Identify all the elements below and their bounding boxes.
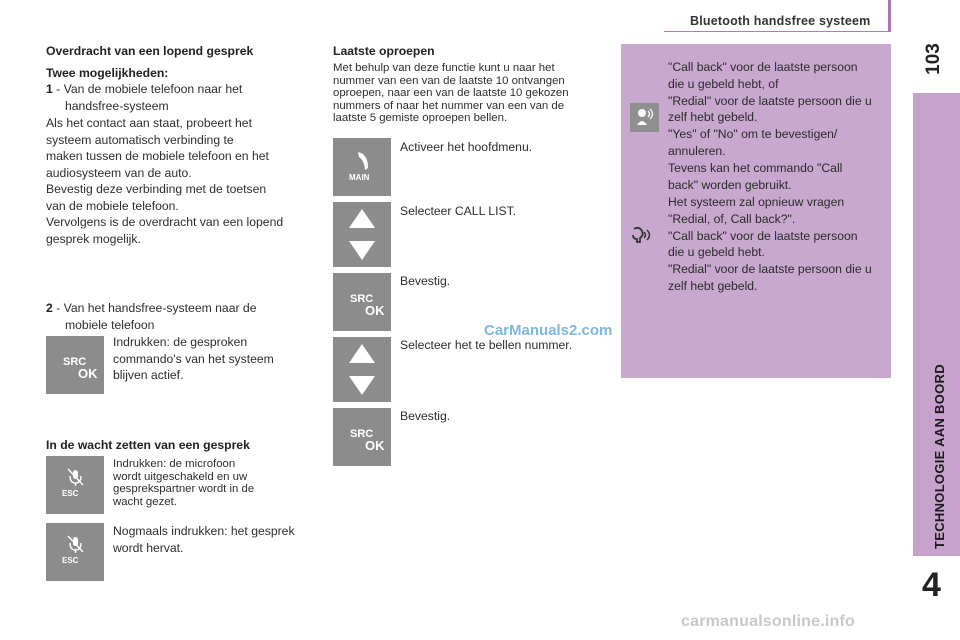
voice-command-button[interactable] <box>630 103 659 132</box>
esc-button[interactable] <box>46 456 104 514</box>
body-line: gesprek mogelijk. <box>46 231 141 246</box>
callout-line: annuleren. <box>668 143 726 158</box>
step-call-list: Selecteer CALL LIST. <box>400 204 517 218</box>
callout-line: die u gebeld hebt. <box>668 245 765 260</box>
step-main-menu: Activeer het hoofdmenu. <box>400 140 533 154</box>
talk-icon <box>637 109 653 125</box>
option-2-line2: mobiele telefoon <box>65 317 155 332</box>
arrow-up-icon <box>349 209 375 228</box>
arrow-down-icon <box>349 241 375 260</box>
src-label: SRC <box>350 293 374 305</box>
callout-line: die u gebeld hebt, of <box>668 76 779 91</box>
body-line: Bevestig deze verbinding met de toetsen <box>46 182 267 196</box>
src-label: SRC <box>63 356 87 368</box>
press-hold <box>113 458 323 508</box>
callout-line: "Call back" voor de laatste persoon <box>668 60 858 74</box>
press-keep-voice <box>113 334 323 384</box>
mute-icon <box>68 469 83 486</box>
header-tick-mark <box>888 0 891 32</box>
src-ok-button-confirm[interactable] <box>333 273 391 331</box>
page-number: 103 <box>922 43 944 75</box>
callout-line: "Redial" voor de laatste persoon die u <box>668 93 872 108</box>
option-1 <box>46 81 326 114</box>
voice-command-list <box>668 59 893 193</box>
press-resume <box>113 523 328 556</box>
body-line: audiosysteem van de auto. <box>46 165 192 180</box>
callout-line: "Call back" voor de laatste persoon <box>668 228 858 243</box>
option-1-number: 1 <box>46 82 53 96</box>
body-line: Vervolgens is de overdracht van een lopend <box>46 215 284 229</box>
ok-label: OK <box>365 438 385 453</box>
body-line: Met behulp van deze functie kunt u naar het <box>333 62 555 74</box>
watermark-carmanuals: CarManuals2.com <box>484 322 613 339</box>
src-ok-button-call[interactable] <box>333 408 391 466</box>
body-line: blijven actief. <box>113 368 184 382</box>
body-line: maken tussen de mobiele telefoon en het <box>46 149 269 163</box>
option-1-body <box>46 115 336 247</box>
running-header: Bluetooth handsfree systeem <box>690 14 871 28</box>
src-ok-button[interactable] <box>46 336 104 394</box>
up-down-buttons[interactable] <box>333 202 391 267</box>
ok-label: OK <box>365 303 385 318</box>
esc-label: ESC <box>62 556 79 565</box>
mute-icon <box>68 536 83 553</box>
body-line: Als het contact aan staat, probeert het <box>46 116 252 130</box>
esc-label: ESC <box>62 489 79 498</box>
two-options-heading: Twee mogelijkheden: <box>46 66 169 80</box>
body-line: wacht gezet. <box>113 495 177 508</box>
phone-handset-icon <box>358 152 368 170</box>
body-line: nummer van een van de laatste 10 ontvangen <box>333 74 565 87</box>
section-title-transfer: Overdracht van een lopend gesprek <box>46 44 254 58</box>
callout-line: "Redial, of, Call back?". <box>668 211 796 226</box>
chapter-label: TECHNOLOGIE AAN BOORD <box>932 364 947 549</box>
callout-line: Tevens kan het commando "Call <box>668 160 843 175</box>
arrow-up-icon <box>349 344 375 363</box>
body-line: Indrukken: de gesproken <box>113 335 248 349</box>
header-rule <box>664 31 890 32</box>
body-line: Nogmaals indrukken: het gesprek <box>113 524 295 538</box>
body-line: wordt hervat. <box>113 540 184 555</box>
main-label: MAIN <box>349 173 370 182</box>
callout-line: "Redial" voor de laatste persoon die u <box>668 262 872 277</box>
body-line: commando's van het systeem <box>113 351 274 366</box>
body-line: systeem automatisch verbinding te <box>46 132 234 147</box>
section-title-hold: In de wacht zetten van een gesprek <box>46 438 250 452</box>
callout-line: Het systeem zal opnieuw vragen <box>668 195 845 209</box>
chapter-number: 4 <box>922 566 941 604</box>
callout-line: "Yes" of "No" om te bevestigen/ <box>668 127 838 142</box>
callout-line: zelf hebt gebeld. <box>668 110 758 125</box>
callout-line: zelf hebt gebeld. <box>668 278 758 293</box>
body-line: van de mobiele telefoon. <box>46 198 179 213</box>
arrow-down-icon <box>349 376 375 395</box>
body-line: Indrukken: de microfoon <box>113 458 236 470</box>
option-2 <box>46 300 336 333</box>
system-prompt <box>668 194 893 295</box>
up-down-buttons-select[interactable] <box>333 337 391 402</box>
main-button[interactable] <box>333 138 391 196</box>
option-1-line2: handsfree-systeem <box>65 98 169 113</box>
ok-label: OK <box>78 366 98 381</box>
body-line: oproepen, naar een van de laatste 10 gekozen <box>333 87 569 100</box>
watermark-bottom: carmanualsonline.info <box>681 613 856 630</box>
section-title-recent-calls: Laatste oproepen <box>333 44 435 58</box>
step-select-number: Selecteer het te bellen nummer. <box>400 338 573 352</box>
esc-button-resume[interactable] <box>46 523 104 581</box>
step-confirm-1: Bevestig. <box>400 274 451 288</box>
body-line: laatste 5 gemiste oproepen bellen. <box>333 112 508 125</box>
option-2-line1: - Van het handsfree-systeem naar de <box>52 301 257 315</box>
callout-line: back" worden gebruikt. <box>668 177 792 192</box>
step-confirm-2: Bevestig. <box>400 409 451 423</box>
option-2-number: 2 <box>46 301 53 315</box>
src-label: SRC <box>350 428 374 440</box>
system-speaking-icon <box>628 224 654 250</box>
body-line: wordt uitgeschakeld en uw <box>113 470 248 483</box>
body-line: gesprekspartner wordt in de <box>113 483 255 496</box>
recent-calls-intro <box>333 62 618 125</box>
option-1-line1: - Van de mobiele telefoon naar het <box>52 82 243 96</box>
body-line: nummers of naar het nummer van een van de <box>333 99 565 112</box>
